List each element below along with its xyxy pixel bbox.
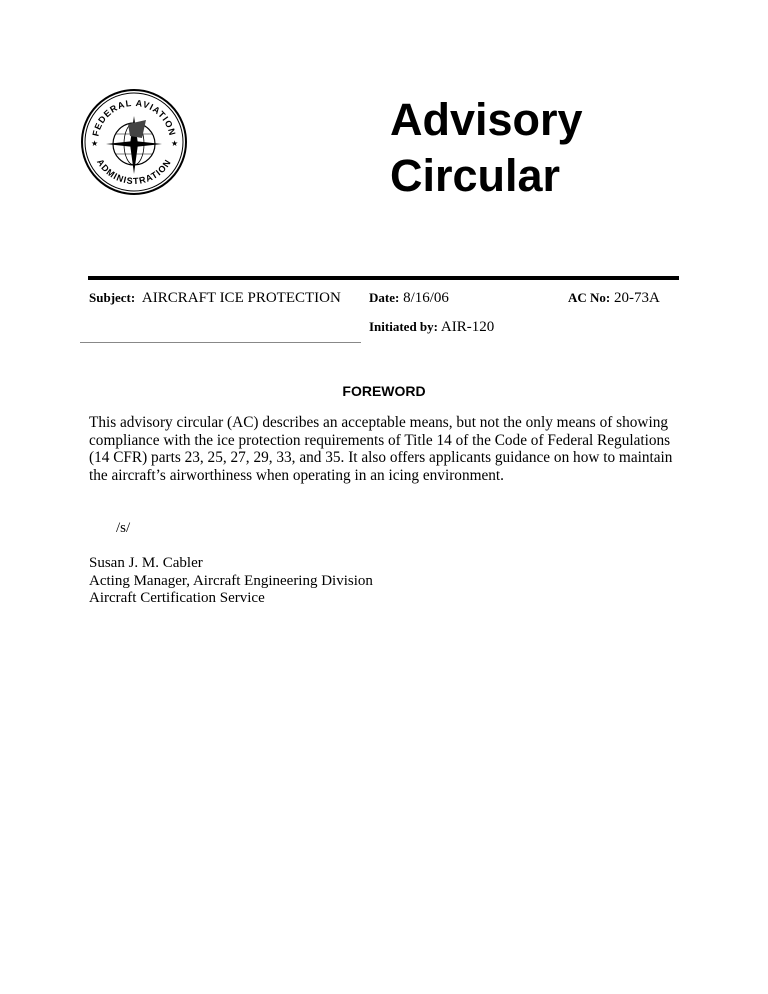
date-field <box>369 289 449 307</box>
date-value: 8/16/06 <box>403 290 449 306</box>
foreword-heading: FOREWORD <box>342 383 426 399</box>
title-line-2: Circular <box>390 150 561 201</box>
subject-field <box>89 289 341 307</box>
faa-seal-icon <box>80 88 188 196</box>
ac-number-value: 20-73A <box>614 290 660 306</box>
initiated-by-field <box>369 318 494 336</box>
initiated-by-value: AIR-120 <box>440 319 495 335</box>
title-line-1: Advisory <box>390 94 583 145</box>
signer-title: Acting Manager, Aircraft Engineering Division <box>89 572 373 589</box>
signature-block <box>89 555 373 608</box>
document-title <box>390 92 583 204</box>
signer-name: Susan J. M. Cabler <box>89 555 203 571</box>
svg-text:★: ★ <box>171 139 179 148</box>
ac-number-field <box>568 289 660 307</box>
header-divider <box>88 276 679 280</box>
signer-organization: Aircraft Certification Service <box>89 590 265 606</box>
foreword-body: This advisory circular (AC) describes an acceptable means, but not the only means of showing compliance with the ice protection requirements of Title 14 of the Code of Federal Regulations (14 CFR) parts 23, 25, 27, 29, 33, and 35. It also offers applicants guidance on how to maintain the aircraft’s airworthiness when operating in an icing environment. <box>89 414 673 484</box>
svg-text:FEDERAL AVIATION: FEDERAL AVIATION <box>90 97 178 138</box>
subject-label: Subject: <box>89 290 136 305</box>
svg-text:ADMINISTRATION: ADMINISTRATION <box>94 157 174 187</box>
signature-mark: /s/ <box>116 520 131 536</box>
initiated-by-label: Initiated by: <box>369 319 438 334</box>
subject-value: AIRCRAFT ICE PROTECTION <box>141 290 341 306</box>
date-label: Date: <box>369 290 400 305</box>
subject-divider <box>80 342 361 343</box>
svg-text:★: ★ <box>91 139 99 148</box>
ac-number-label: AC No: <box>568 290 611 305</box>
